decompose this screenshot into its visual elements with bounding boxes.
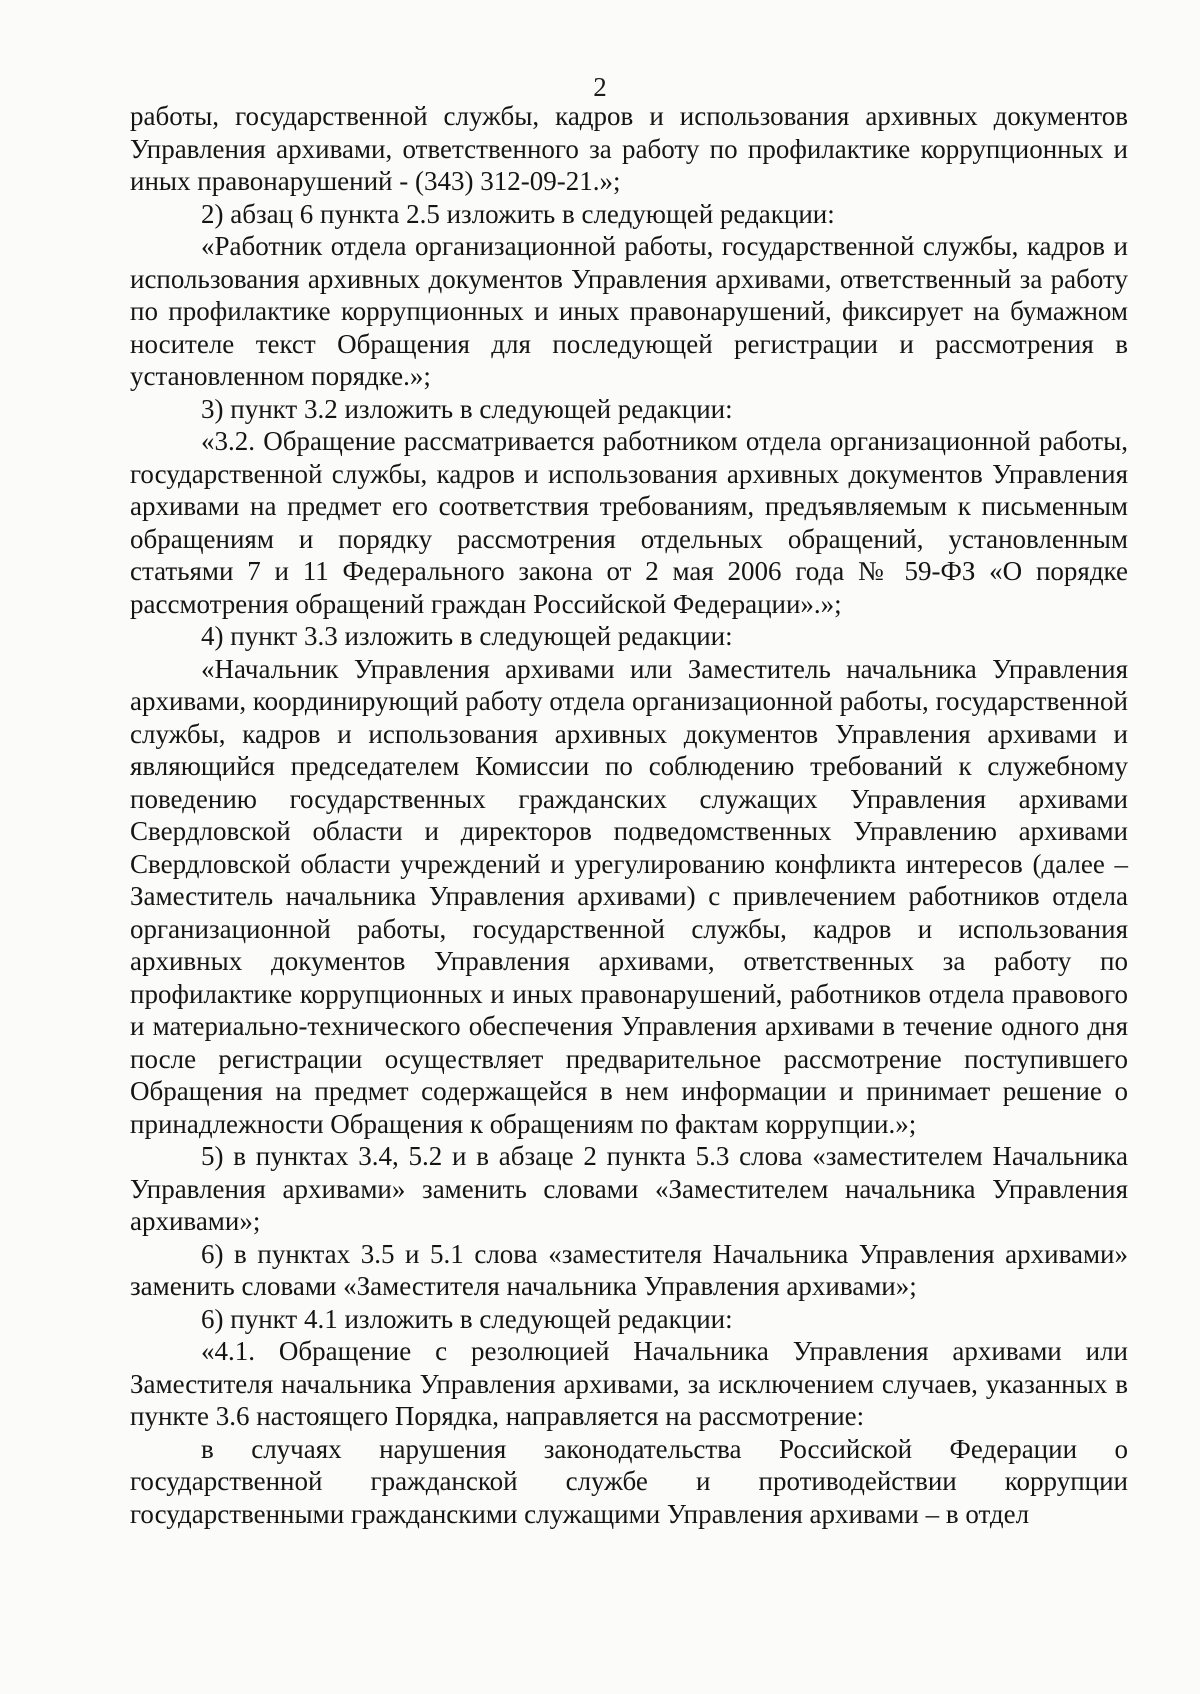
paragraph-item-6a: 6) в пунктах 3.5 и 5.1 слова «заместителя Начальника Управления архивами» заменить словами «Заместителя начальника Управления архивами»;	[130, 1238, 1128, 1301]
page-number: 2	[593, 72, 607, 102]
paragraph-item-4: 4) пункт 3.3 изложить в следующей редакции:	[201, 621, 733, 651]
paragraph-quote-2-5: «Работник отдела организационной работы, государственной службы, кадров и использования архивных документов Управления архивами, ответственный за работу по профилактике коррупционных и иных правонарушений, фиксирует на бумажном носителе текст Обращения для последующей регистрации и рассмотрения в установленном порядке.»;	[130, 231, 1128, 391]
paragraph-item-6b: 6) пункт 4.1 изложить в следующей редакции:	[201, 1303, 733, 1334]
paragraph-quote-3-2: «3.2. Обращение рассматривается работником отдела организационной работы, государственной службы, кадров и использования архивных документов Управления архивами на предмет его соответствия требованиям, предъявляемым к письменным обращениям и порядку рассмотрения отдельных обращений, установленным статьями 7 и 11 Федерального закона от 2 мая 2006 года № 59-ФЗ «О порядке рассмотрения обращений граждан Российской Федерации».»;	[130, 426, 1128, 619]
paragraph-item-5: 5) в пунктах 3.4, 5.2 и в абзаце 2 пункта 5.3 слова «заместителем Начальника Управления архивами» заменить словами «Заместителем начальника Управления архивами»;	[130, 1141, 1128, 1236]
paragraph-quote-3-3: «Начальник Управления архивами или Заместитель начальника Управления архивами, координирующий работу отдела организационной работы, государственной службы, кадров и использования архивных документов Управления архивами и являющийся председателем Комиссии по соблюдению требований к служебному поведению государственных гражданских служащих Управления архивами Свердловской области и директоров подведомственных Управлению архивами Свердловской области учреждений и урегулированию конфликта интересов (далее – Заместитель начальника Управления архивами) с привлечением работников отдела организационной работы, государственной службы, кадров и использования архивных документов Управления архивами, ответственных за работу по профилактике коррупционных и иных правонарушений, работников отдела правового и материально-технического обеспечения Управления архивами в течение одного дня после регистрации осуществляет предварительное рассмотрение поступившего Обращения на предмет содержащейся в нем информации и принимает решение о принадлежности Обращения к обращениям по фактам коррупции.»;	[130, 653, 1128, 1139]
paragraph-continuation: работы, государственной службы, кадров и использования архивных документов Управления архивами, ответственного за работу по профилактике коррупционных и иных правонарушений - (343) 312-09-21.»;	[130, 101, 1128, 196]
paragraph-quote-4-1: «4.1. Обращение с резолюцией Начальника Управления архивами или Заместителя начальника Управления архивами, за исключением случаев, указанных в пункте 3.6 настоящего Порядка, направляется на рассмотрение:	[130, 1336, 1128, 1431]
paragraph-cases: в случаях нарушения законодательства Российской Федерации о государственной гражданской службе и противодействии коррупции государственными гражданскими служащими Управления архивами – в отдел	[130, 1433, 1128, 1529]
paragraph-item-3: 3) пункт 3.2 изложить в следующей редакции:	[201, 393, 733, 424]
paragraph-item-2: 2) абзац 6 пункта 2.5 изложить в следующей редакции:	[201, 198, 835, 229]
body-text	[130, 100, 1128, 1530]
